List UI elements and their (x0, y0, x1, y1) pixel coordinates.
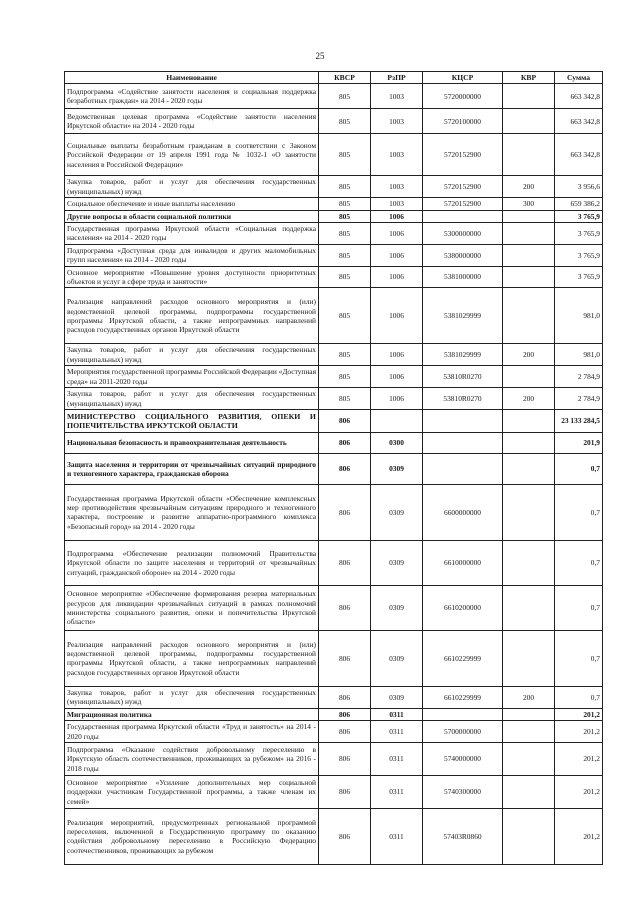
cell-kvr (503, 366, 555, 388)
cell-kvsr: 806 (319, 409, 371, 432)
table-header-row (65, 72, 603, 84)
cell-rzpr: 0309 (371, 585, 423, 630)
table-row (65, 84, 603, 109)
cell-rzpr: 1003 (371, 84, 423, 109)
cell-kcsr: 5740300000 (423, 775, 503, 808)
cell-kvr (503, 288, 555, 344)
cell-kcsr: 5720100000 (423, 109, 503, 134)
cell-sum: 3 956,6 (555, 176, 603, 198)
cell-kvr (503, 808, 555, 864)
cell-kvsr: 806 (319, 708, 371, 720)
header-sum: Сумма (555, 72, 603, 84)
cell-rzpr: 0311 (371, 721, 423, 743)
cell-rzpr: 0309 (371, 686, 423, 708)
cell-kvr (503, 775, 555, 808)
cell-kcsr: 6610229999 (423, 630, 503, 686)
table-row (65, 223, 603, 245)
cell-name: МИНИСТЕРСТВО СОЦИАЛЬНОГО РАЗВИТИЯ, ОПЕКИ И ПОПЕЧИТЕЛЬСТВА ИРКУТСКОЙ ОБЛАСТИ (65, 409, 319, 432)
cell-kvsr: 805 (319, 244, 371, 266)
cell-sum: 981,0 (555, 344, 603, 366)
cell-name: Государственная программа Иркутской области «Социальная поддержка населения» на 2014 - 2020 годы (65, 223, 319, 245)
cell-kcsr: 53810R0270 (423, 388, 503, 410)
table-row (65, 366, 603, 388)
table-row (65, 109, 603, 134)
cell-kcsr: 5381000000 (423, 266, 503, 288)
cell-name: Другие вопросы в области социальной политики (65, 210, 319, 222)
cell-rzpr: 0309 (371, 540, 423, 585)
cell-name: Закупка товаров, работ и услуг для обеспечения государственных (муниципальных) нужд (65, 176, 319, 198)
cell-kcsr: 6610200000 (423, 585, 503, 630)
cell-sum: 201,2 (555, 808, 603, 864)
header-kcsr: КЦСР (423, 72, 503, 84)
cell-name: Подпрограмма «Содействие занятости населения и социальная поддержка безработных граждан» на 2014 - 2020 годы (65, 84, 319, 109)
table-row (65, 344, 603, 366)
cell-kvr: 200 (503, 344, 555, 366)
cell-name: Подпрограмма «Доступная среда для инвалидов и других маломобильных групп населения» на 2014 - 2020 годы (65, 244, 319, 266)
cell-sum: 2 784,9 (555, 366, 603, 388)
cell-kvr: 200 (503, 686, 555, 708)
cell-kvsr: 805 (319, 288, 371, 344)
cell-name: Закупка товаров, работ и услуг для обеспечения государственных (муниципальных) нужд (65, 344, 319, 366)
cell-name: Социальное обеспечение и иные выплаты населению (65, 198, 319, 210)
cell-kvsr: 806 (319, 484, 371, 540)
cell-kvsr: 806 (319, 742, 371, 775)
cell-sum: 3 765,9 (555, 244, 603, 266)
header-kvsr: КВСР (319, 72, 371, 84)
table-row (65, 244, 603, 266)
cell-kvr (503, 630, 555, 686)
table-row (65, 198, 603, 210)
cell-rzpr: 0309 (371, 630, 423, 686)
table-row (65, 808, 603, 864)
cell-kvr (503, 453, 555, 484)
cell-rzpr: 1003 (371, 198, 423, 210)
cell-rzpr (371, 409, 423, 432)
cell-rzpr: 1006 (371, 288, 423, 344)
cell-kvr (503, 742, 555, 775)
cell-sum: 3 765,9 (555, 266, 603, 288)
cell-name: Реализация направлений расходов основного мероприятия и (или) ведомственной целевой программы, подпрограммы государственной программы Иркутской области, а также непрограммных направлений расходов государственных органов Иркутской области (65, 288, 319, 344)
table-row (65, 708, 603, 720)
cell-rzpr: 1006 (371, 388, 423, 410)
cell-sum: 981,0 (555, 288, 603, 344)
cell-sum: 201,2 (555, 742, 603, 775)
cell-rzpr: 1006 (371, 344, 423, 366)
table-row (65, 210, 603, 222)
cell-rzpr: 0311 (371, 708, 423, 720)
cell-name: Ведомственная целевая программа «Содействие занятости населения Иркутской области» на 2014 - 2020 годы (65, 109, 319, 134)
cell-kvsr: 805 (319, 198, 371, 210)
cell-sum: 0,7 (555, 686, 603, 708)
cell-kcsr: 6610229999 (423, 686, 503, 708)
budget-table (64, 71, 603, 865)
cell-sum: 663 342,8 (555, 109, 603, 134)
cell-rzpr: 0311 (371, 742, 423, 775)
cell-kcsr: 5381029999 (423, 344, 503, 366)
table-row (65, 453, 603, 484)
cell-kcsr: 5380000000 (423, 244, 503, 266)
table-row (65, 176, 603, 198)
cell-rzpr: 0309 (371, 484, 423, 540)
table-row (65, 266, 603, 288)
cell-rzpr: 1003 (371, 176, 423, 198)
cell-sum: 3 765,9 (555, 210, 603, 222)
cell-kcsr: 57403R0860 (423, 808, 503, 864)
cell-kvsr: 805 (319, 176, 371, 198)
cell-kcsr: 5381029999 (423, 288, 503, 344)
cell-sum: 23 133 284,5 (555, 409, 603, 432)
cell-sum: 0,7 (555, 453, 603, 484)
cell-name: Основное мероприятие «Обеспечение формирования резерва материальных ресурсов для ликвидации чрезвычайных ситуаций в рамках полномочий министерства социального развития, опеки и попечительства Иркутской области» (65, 585, 319, 630)
cell-rzpr: 1006 (371, 266, 423, 288)
cell-kvsr: 805 (319, 366, 371, 388)
cell-kvsr: 806 (319, 540, 371, 585)
cell-kcsr: 5300000000 (423, 223, 503, 245)
cell-kvr (503, 223, 555, 245)
cell-kvsr: 805 (319, 344, 371, 366)
cell-sum: 201,2 (555, 775, 603, 808)
cell-kvsr: 805 (319, 266, 371, 288)
cell-rzpr: 0311 (371, 808, 423, 864)
cell-sum: 201,9 (555, 432, 603, 453)
header-kvr: КВР (503, 72, 555, 84)
table-row (65, 540, 603, 585)
cell-kcsr: 5700000000 (423, 721, 503, 743)
cell-kcsr (423, 409, 503, 432)
cell-kcsr: 5720152900 (423, 134, 503, 176)
cell-kvr: 200 (503, 388, 555, 410)
cell-kcsr: 5740000000 (423, 742, 503, 775)
table-row (65, 585, 603, 630)
cell-sum: 663 342,8 (555, 84, 603, 109)
cell-kvsr: 806 (319, 808, 371, 864)
cell-rzpr: 1003 (371, 109, 423, 134)
cell-kcsr (423, 453, 503, 484)
cell-kcsr: 53810R0270 (423, 366, 503, 388)
cell-kvr (503, 244, 555, 266)
cell-sum: 201,2 (555, 708, 603, 720)
cell-rzpr: 0300 (371, 432, 423, 453)
cell-sum: 0,7 (555, 630, 603, 686)
cell-kvr (503, 84, 555, 109)
cell-name: Закупка товаров, работ и услуг для обеспечения государственных (муниципальных) нужд (65, 388, 319, 410)
cell-kvr (503, 484, 555, 540)
cell-name: Основное мероприятие «Усиление дополнительных мер социальной поддержки участникам Государственной программы, а также членам их семей» (65, 775, 319, 808)
cell-kvr (503, 540, 555, 585)
cell-kvr (503, 134, 555, 176)
cell-kvsr: 805 (319, 388, 371, 410)
cell-kvsr: 805 (319, 109, 371, 134)
table-row (65, 484, 603, 540)
cell-kvr (503, 109, 555, 134)
cell-sum: 0,7 (555, 585, 603, 630)
table-row (65, 288, 603, 344)
cell-kcsr (423, 708, 503, 720)
cell-sum: 3 765,9 (555, 223, 603, 245)
cell-kcsr (423, 210, 503, 222)
cell-kvsr: 806 (319, 432, 371, 453)
cell-kvr: 300 (503, 198, 555, 210)
cell-sum: 659 386,2 (555, 198, 603, 210)
cell-name: Социальные выплаты безработным гражданам в соответствии с Законом Российской Федерации от 19 апреля 1991 года № 1032-1 «О занятости населения в Российской Федерации» (65, 134, 319, 176)
cell-name: Миграционная политика (65, 708, 319, 720)
table-body (65, 84, 603, 865)
cell-rzpr: 0311 (371, 775, 423, 808)
cell-sum: 663 342,8 (555, 134, 603, 176)
cell-kvsr: 806 (319, 686, 371, 708)
cell-kvsr: 806 (319, 775, 371, 808)
cell-kvsr: 806 (319, 721, 371, 743)
header-rzpr: РзПР (371, 72, 423, 84)
cell-name: Мероприятия государственной программы Российской Федерации «Доступная среда» на 2011-2020 годы (65, 366, 319, 388)
cell-name: Государственная программа Иркутской области «Обеспечение комплексных мер противодействия чрезвычайным ситуациям природного и техногенного характера, построение и развитие аппаратно-программного комплекса «Безопасный город» на 2014 - 2020 годы (65, 484, 319, 540)
cell-kvsr: 806 (319, 585, 371, 630)
cell-kcsr: 5720000000 (423, 84, 503, 109)
cell-rzpr: 1006 (371, 210, 423, 222)
cell-kvsr: 805 (319, 223, 371, 245)
table-row (65, 630, 603, 686)
cell-kvsr: 806 (319, 630, 371, 686)
cell-kvr (503, 721, 555, 743)
cell-name: Реализация направлений расходов основного мероприятия и (или) ведомственной целевой программы, подпрограммы государственной программы Иркутской области, а также непрограммных направлений расходов государственных органов Иркутской области (65, 630, 319, 686)
table-row (65, 775, 603, 808)
cell-rzpr: 1006 (371, 223, 423, 245)
cell-kcsr: 5720152900 (423, 198, 503, 210)
cell-kcsr (423, 432, 503, 453)
cell-kvr (503, 266, 555, 288)
header-name: Наименование (65, 72, 319, 84)
table-row (65, 409, 603, 432)
table-row (65, 742, 603, 775)
table-row (65, 134, 603, 176)
table-row (65, 686, 603, 708)
cell-kcsr: 5720152900 (423, 176, 503, 198)
cell-name: Подпрограмма «Обеспечение реализации полномочий Правительства Иркутской области по защите населения и территорий от чрезвычайных ситуаций, гражданской обороне» на 2014 - 2020 годы (65, 540, 319, 585)
page-number: 25 (315, 51, 325, 61)
cell-kvsr: 806 (319, 453, 371, 484)
cell-rzpr: 1006 (371, 366, 423, 388)
cell-rzpr: 1006 (371, 244, 423, 266)
table-row (65, 721, 603, 743)
cell-name: Защита населения и территории от чрезвычайных ситуаций природного и техногенного характера, гражданская оборона (65, 453, 319, 484)
cell-sum: 0,7 (555, 540, 603, 585)
table-row (65, 432, 603, 453)
cell-kvr (503, 409, 555, 432)
cell-name: Закупка товаров, работ и услуг для обеспечения государственных (муниципальных) нужд (65, 686, 319, 708)
cell-kvr (503, 210, 555, 222)
cell-kcsr: 6610000000 (423, 540, 503, 585)
cell-kvsr: 805 (319, 134, 371, 176)
cell-name: Государственная программа Иркутской области «Труд и занятость» на 2014 - 2020 годы (65, 721, 319, 743)
cell-kvr (503, 585, 555, 630)
cell-kvr (503, 708, 555, 720)
cell-name: Национальная безопасность и правоохранительная деятельность (65, 432, 319, 453)
cell-sum: 201,2 (555, 721, 603, 743)
cell-kcsr: 6600000000 (423, 484, 503, 540)
cell-rzpr: 1003 (371, 134, 423, 176)
cell-sum: 2 784,9 (555, 388, 603, 410)
cell-kvr (503, 432, 555, 453)
table-row (65, 388, 603, 410)
cell-name: Подпрограмма «Оказание содействия добровольному переселению в Иркутскую область соотечественников, проживающих за рубежом» на 2016 - 2018 годы (65, 742, 319, 775)
cell-name: Реализация мероприятий, предусмотренных региональной программой переселения, включенной в Государственную программу по оказанию содействия добровольному переселению в Российскую Федерацию соотечественников, проживающих за рубежом (65, 808, 319, 864)
cell-kvr: 200 (503, 176, 555, 198)
cell-sum: 0,7 (555, 484, 603, 540)
cell-rzpr: 0309 (371, 453, 423, 484)
cell-kvsr: 805 (319, 84, 371, 109)
cell-name: Основное мероприятие «Повышение уровня доступности приоритетных объектов и услуг в сфере труда и занятости» (65, 266, 319, 288)
cell-kvsr: 805 (319, 210, 371, 222)
